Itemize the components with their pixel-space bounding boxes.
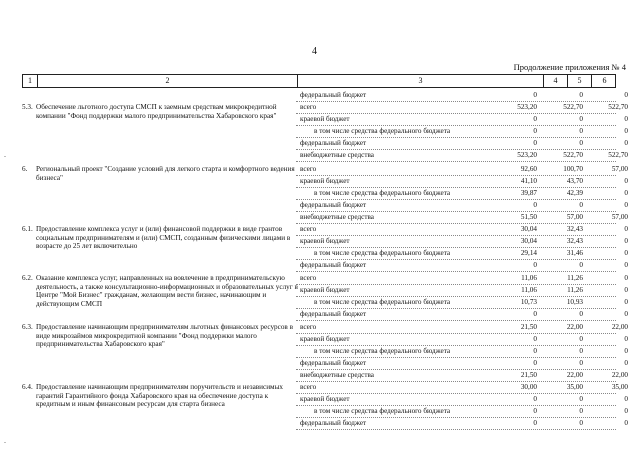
funding-source: внебюджетные средства <box>300 213 374 221</box>
amount-col-4: 0 <box>533 201 537 209</box>
amount-col-4: 30,04 <box>520 237 537 245</box>
funding-source: федеральный бюджет <box>300 91 367 99</box>
amount-col-6: 0 <box>624 310 628 318</box>
section-number: 6.1. <box>22 225 33 233</box>
margin-mark: . <box>4 436 6 445</box>
funding-source: всего <box>300 103 317 111</box>
table-header <box>22 74 616 88</box>
amount-col-6: 0 <box>624 115 628 123</box>
funding-source: федеральный бюджет <box>300 310 367 318</box>
amount-col-5: 0 <box>579 359 583 367</box>
funding-source: краевой бюджет <box>300 286 350 294</box>
amount-col-5: 10,93 <box>566 298 583 306</box>
funding-source: федеральный бюджет <box>300 359 367 367</box>
amount-col-6: 22,00 <box>611 371 628 379</box>
amount-col-4: 0 <box>533 115 537 123</box>
funding-source: федеральный бюджет <box>300 261 367 269</box>
amount-col-4: 0 <box>533 310 537 318</box>
amount-col-6: 0 <box>624 139 628 147</box>
amount-col-5: 22,00 <box>566 323 583 331</box>
funding-source: краевой бюджет <box>300 237 350 245</box>
amount-col-6: 0 <box>624 127 628 135</box>
amount-col-4: 0 <box>533 407 537 415</box>
amount-col-5: 0 <box>579 127 583 135</box>
amount-col-5: 57,00 <box>566 213 583 221</box>
amount-col-4: 30,04 <box>520 225 537 233</box>
funding-source: всего <box>300 274 317 282</box>
margin-mark: . <box>4 150 6 159</box>
amount-col-4: 0 <box>533 139 537 147</box>
amount-col-4: 0 <box>533 359 537 367</box>
amount-col-4: 0 <box>533 395 537 403</box>
header-col-1: 1 <box>28 76 32 85</box>
amount-col-5: 0 <box>579 201 583 209</box>
funding-source: внебюджетные средства <box>300 371 374 379</box>
amount-col-5: 31,46 <box>566 249 583 257</box>
header-col-6: 6 <box>591 75 617 87</box>
amount-col-6: 57,00 <box>611 213 628 221</box>
row-separator <box>296 320 616 321</box>
amount-col-5: 0 <box>579 91 583 99</box>
amount-col-5: 22,00 <box>566 371 583 379</box>
amount-col-4: 0 <box>533 347 537 355</box>
section-title: Оказание комплекса услуг, направленных на вовлечение в предпринимательскую деятельность, а также консультационно-информационных и образовательных услуг в Центре "Мой Бизнес" гражданам, желающим вести бизнес, начинающим и действующим СМСП <box>36 274 298 308</box>
amount-col-5: 0 <box>579 139 583 147</box>
section-title: Обеспечение льготного доступа СМСП к заемным средствам микрокредитной компании "Фонд поддержки малого предпринимательства Хабаровского края" <box>36 103 277 120</box>
amount-col-4: 523,20 <box>517 103 537 111</box>
amount-col-6: 0 <box>624 189 628 197</box>
amount-col-6: 0 <box>624 407 628 415</box>
header-col-2: 2 <box>37 75 297 87</box>
funding-source: всего <box>300 323 317 331</box>
funding-source: краевой бюджет <box>300 335 350 343</box>
amount-col-6: 22,00 <box>611 323 628 331</box>
amount-col-5: 100,70 <box>563 165 583 173</box>
amount-col-5: 11,26 <box>567 286 583 294</box>
amount-col-6: 0 <box>624 347 628 355</box>
section-number: 5.3. <box>22 103 33 111</box>
amount-col-5: 32,43 <box>566 225 583 233</box>
amount-col-5: 0 <box>579 419 583 427</box>
amount-col-4: 0 <box>533 335 537 343</box>
funding-source: всего <box>300 225 317 233</box>
amount-col-5: 42,39 <box>566 189 583 197</box>
amount-col-6: 522,70 <box>608 103 628 111</box>
amount-col-6: 0 <box>624 237 628 245</box>
amount-col-4: 39,87 <box>520 189 537 197</box>
amount-col-4: 0 <box>533 127 537 135</box>
amount-col-4: 41,10 <box>520 177 537 185</box>
amount-col-6: 0 <box>624 249 628 257</box>
amount-col-5: 32,43 <box>566 237 583 245</box>
section-number: 6.4. <box>22 383 33 391</box>
header-col-4: 4 <box>543 75 567 87</box>
amount-col-4: 92,60 <box>520 165 537 173</box>
amount-col-4: 523,20 <box>517 151 537 159</box>
amount-col-4: 30,00 <box>520 383 537 391</box>
funding-source: в том числе средства федерального бюджета <box>314 127 451 135</box>
amount-col-4: 21,50 <box>520 323 537 331</box>
page-number: 4 <box>312 46 317 57</box>
amount-col-6: 35,00 <box>611 383 628 391</box>
section-number: 6.2. <box>22 274 33 282</box>
amount-col-6: 0 <box>624 359 628 367</box>
amount-col-5: 0 <box>579 310 583 318</box>
row-separator <box>296 271 616 272</box>
amount-col-5: 0 <box>579 407 583 415</box>
amount-col-5: 0 <box>579 335 583 343</box>
amount-col-6: 0 <box>624 286 628 294</box>
section-title: Предоставление начинающим предпринимателям поручительств и независимых гарантий Гарантийного фонда Хабаровского края на обеспечение доступа к кредитным и иным финансовым ресурсам для старта бизнеса <box>36 383 284 409</box>
funding-source: внебюджетные средства <box>300 151 374 159</box>
amount-col-6: 522,70 <box>608 151 628 159</box>
amount-col-5: 35,00 <box>566 383 583 391</box>
funding-source: всего <box>300 165 317 173</box>
funding-source: в том числе средства федерального бюджета <box>314 189 451 197</box>
amount-col-4: 29,14 <box>520 249 537 257</box>
funding-source: краевой бюджет <box>300 395 350 403</box>
amount-col-6: 0 <box>624 274 628 282</box>
funding-source: в том числе средства федерального бюджета <box>314 407 451 415</box>
amount-col-5: 0 <box>579 395 583 403</box>
amount-col-4: 0 <box>533 91 537 99</box>
header-col-3: 3 <box>297 75 543 87</box>
amount-col-6: 0 <box>624 395 628 403</box>
amount-col-5: 11,26 <box>567 274 583 282</box>
appendix-subtitle: Продолжение приложения № 4 <box>513 62 626 72</box>
funding-source: в том числе средства федерального бюджета <box>314 249 451 257</box>
funding-source: федеральный бюджет <box>300 419 367 427</box>
funding-source: всего <box>300 383 317 391</box>
funding-source: краевой бюджет <box>300 115 350 123</box>
row-separator <box>296 161 616 162</box>
amount-col-6: 0 <box>624 177 628 185</box>
amount-col-6: 0 <box>624 91 628 99</box>
amount-col-4: 0 <box>533 261 537 269</box>
amount-col-4: 21,50 <box>520 371 537 379</box>
section-title: Предоставление начинающим предпринимателям льготных финансовых ресурсов в виде микрозаймов микрокредитной компании "Фонд поддержки малого предпринимательства Хабаровского края" <box>36 323 293 349</box>
row-separator <box>296 429 616 430</box>
amount-col-4: 11,06 <box>521 286 537 294</box>
funding-source: краевой бюджет <box>300 177 350 185</box>
section-number: 6.3. <box>22 323 33 331</box>
amount-col-4: 11,06 <box>521 274 537 282</box>
amount-col-6: 0 <box>624 298 628 306</box>
amount-col-6: 0 <box>624 201 628 209</box>
amount-col-4: 51,50 <box>520 213 537 221</box>
amount-col-5: 43,70 <box>566 177 583 185</box>
section-title: Предоставление комплекса услуг и (или) финансовой поддержки в виде грантов социальным предпринимателям и (или) СМСП, созданным физическими лицами в возрасте до 25 лет включительно <box>36 225 291 251</box>
amount-col-5: 0 <box>579 347 583 355</box>
amount-col-4: 10,73 <box>520 298 537 306</box>
amount-col-6: 0 <box>624 419 628 427</box>
amount-col-5: 0 <box>579 115 583 123</box>
amount-col-6: 0 <box>624 225 628 233</box>
amount-col-5: 522,70 <box>563 151 583 159</box>
section-number: 6. <box>22 165 28 173</box>
funding-source: в том числе средства федерального бюджета <box>314 298 451 306</box>
amount-col-6: 0 <box>624 335 628 343</box>
amount-col-4: 0 <box>533 419 537 427</box>
amount-col-6: 0 <box>624 261 628 269</box>
amount-col-5: 0 <box>579 261 583 269</box>
header-col-5: 5 <box>567 75 591 87</box>
amount-col-5: 522,70 <box>563 103 583 111</box>
funding-source: федеральный бюджет <box>300 201 367 209</box>
amount-col-6: 57,00 <box>611 165 628 173</box>
funding-source: федеральный бюджет <box>300 139 367 147</box>
funding-source: в том числе средства федерального бюджета <box>314 347 451 355</box>
section-title: Региональный проект "Создание условий для легкого старта и комфортного ведения бизнеса" <box>36 165 295 182</box>
